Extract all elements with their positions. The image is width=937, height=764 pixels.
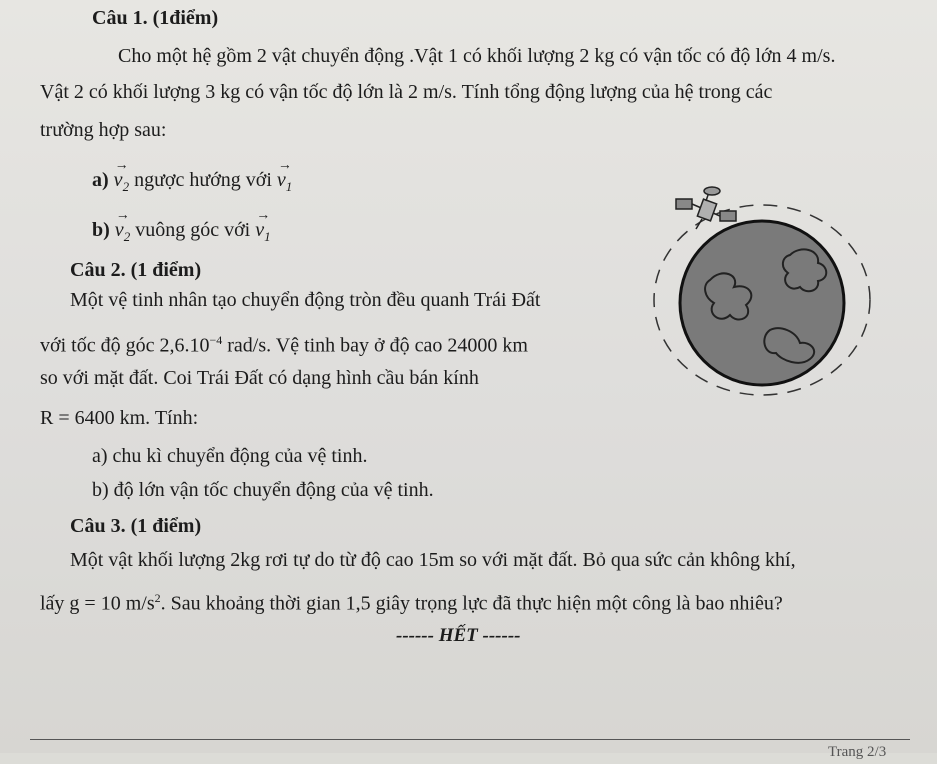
page-number: Trang 2/3 [828, 744, 887, 760]
q2-line1: Một vệ tinh nhân tạo chuyển động tròn đều quanh Trái Đất [70, 289, 541, 311]
q2-item-b: b) độ lớn vận tốc chuyển động của vệ tinh. [92, 479, 434, 501]
q2-title: Câu 2. (1 điểm) [70, 259, 202, 281]
earth-icon [680, 221, 844, 385]
end-marker: ------ HẾT ------ [396, 625, 521, 646]
q1-item-b [92, 218, 271, 249]
vector-v2: → $v_2$ [114, 168, 129, 199]
q1-a-label: a) [92, 169, 109, 191]
q1-line3: trường hợp sau: [40, 119, 167, 141]
q2-line4: R = 6400 km. Tính: [40, 407, 199, 429]
q1-title: Câu 1. (1điểm) [92, 7, 219, 29]
q2-line2: với tốc độ góc $2,6.10^{-4}$ rad/s. Vệ tinh bay ở độ cao 24000 km [40, 333, 528, 357]
q3-title: Câu 3. (1 điểm) [70, 515, 202, 537]
q1-line1: Cho một hệ gồm 2 vật chuyển động .Vật 1 có khối lượng 2 kg có vận tốc có độ lớn 4 m/s. [118, 45, 836, 67]
vector-v1: → $v_1$ [255, 218, 270, 249]
q1-b-text: vuông góc với [135, 219, 251, 241]
satellite-orbit-figure [650, 185, 875, 410]
q1-b-label: b) [92, 219, 110, 241]
vector-v2: → $v_2$ [115, 218, 130, 249]
q1-line2: Vật 2 có khối lượng 3 kg có vận tốc độ lớn là 2 m/s. Tính tổng động lượng của hệ trong các [40, 81, 773, 103]
q1-item-a [92, 168, 292, 199]
q3-line2: lấy g = 10 $m/s^2$. Sau khoảng thời gian 1,5 giây trọng lực đã thực hiện một công là bao nhiêu? [40, 591, 783, 615]
q1-a-text: ngược hướng với [134, 169, 272, 191]
q2-item-a: a) chu kì chuyển động của vệ tinh. [92, 445, 368, 467]
q2-line3: so với mặt đất. Coi Trái Đất có dạng hình cầu bán kính [40, 367, 479, 389]
footer-divider [30, 739, 910, 740]
vector-v1: → $v_1$ [277, 168, 292, 199]
q3-line1: Một vật khối lượng 2kg rơi tự do từ độ cao 15m so với mặt đất. Bỏ qua sức cản không khí, [70, 549, 796, 571]
satellite-icon [676, 187, 736, 229]
